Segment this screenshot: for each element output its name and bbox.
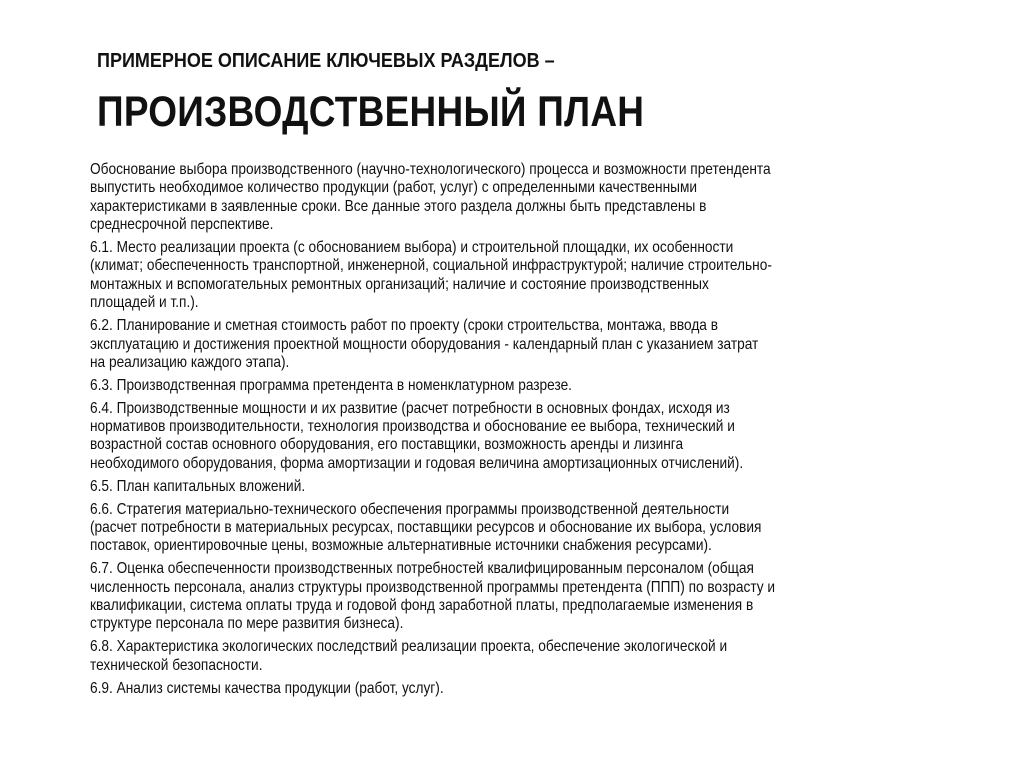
text-line: площадей и т.п.). <box>90 294 199 312</box>
text-line: структуре персонала по мере развития бизнеса). <box>90 615 404 633</box>
text-line: 6.2. Планирование и сметная стоимость работ по проекту (сроки строительства, монтажа, ввода в <box>90 317 718 335</box>
text-line: (расчет потребности в материальных ресурсах, поставщики ресурсов и обоснование их выбора, условия <box>90 519 762 537</box>
paragraph <box>90 161 990 235</box>
paragraph <box>90 377 990 395</box>
text-line: 6.8. Характеристика экологических последствий реализации проекта, обеспечение экологической и <box>90 638 728 656</box>
text-line: характеристиками в заявленные сроки. Все данные этого раздела должны быть представлены в <box>90 197 707 215</box>
text-line: возрастной состав основного оборудования, его поставщики, возможность аренды и лизинга <box>90 436 684 454</box>
paragraph <box>90 680 990 698</box>
paragraph <box>90 560 990 634</box>
text-line: 6.4. Производственные мощности и их развитие (расчет потребности в основных фондах, исходя из <box>90 399 730 417</box>
text-line: необходимого оборудования, форма амортизации и годовая величина амортизационных отчислений). <box>90 454 744 472</box>
paragraph <box>90 317 990 372</box>
text-line: эксплуатацию и достижения проектной мощности оборудования - календарный план с указанием затрат <box>90 335 759 353</box>
paragraph <box>90 501 990 556</box>
text-line: 6.9. Анализ системы качества продукции (работ, услуг). <box>90 679 444 697</box>
slide-body <box>90 161 990 703</box>
text-line: нормативов производительности, технология производства и обоснование ее выбора, технический и <box>90 418 735 436</box>
text-line: Обоснование выбора производственного (научно-технологического) процесса и возможности претендента <box>90 161 771 178</box>
text-line: квалификации, система оплаты труда и годовой фонд заработной платы, предполагаемые изменения в <box>90 597 754 615</box>
text-line: (климат; обеспеченность транспортной, инженерной, социальной инфраструктурой; наличие строительно- <box>90 257 772 275</box>
paragraph <box>90 638 990 675</box>
paragraph <box>90 400 990 474</box>
text-line: 6.1. Место реализации проекта (с обоснованием выбора) и строительной площадки, их особенности <box>90 239 734 257</box>
text-line: 6.6. Стратегия материально-технического обеспечения программы производственной деятельности <box>90 500 730 518</box>
text-line: технической безопасности. <box>90 656 263 674</box>
text-line: численность персонала, анализ структуры производственной программы претендента (ППП) по возрасту и <box>90 578 776 596</box>
text-line: 6.7. Оценка обеспеченности производственных потребностей квалифицированным персоналом (общая <box>90 560 754 578</box>
slide-subtitle: ПРИМЕРНОЕ ОПИСАНИЕ КЛЮЧЕВЫХ РАЗДЕЛОВ – <box>97 50 555 72</box>
text-line: 6.5. План капитальных вложений. <box>90 477 306 495</box>
paragraph <box>90 239 990 313</box>
text-line: поставок, ориентировочные цены, возможные альтернативные источники снабжения ресурсами). <box>90 537 712 555</box>
text-line: 6.3. Производственная программа претендента в номенклатурном разрезе. <box>90 376 572 394</box>
paragraph <box>90 478 990 496</box>
text-line: монтажных и вспомогательных ремонтных организаций; наличие и состояние производственных <box>90 275 709 293</box>
text-line: среднесрочной перспективе. <box>90 216 274 234</box>
text-line: выпустить необходимое количество продукции (работ, услуг) с определенными качественными <box>90 179 698 197</box>
text-line: на реализацию каждого этапа). <box>90 353 290 371</box>
slide-title: ПРОИЗВОДСТВЕННЫЙ ПЛАН <box>97 88 645 136</box>
